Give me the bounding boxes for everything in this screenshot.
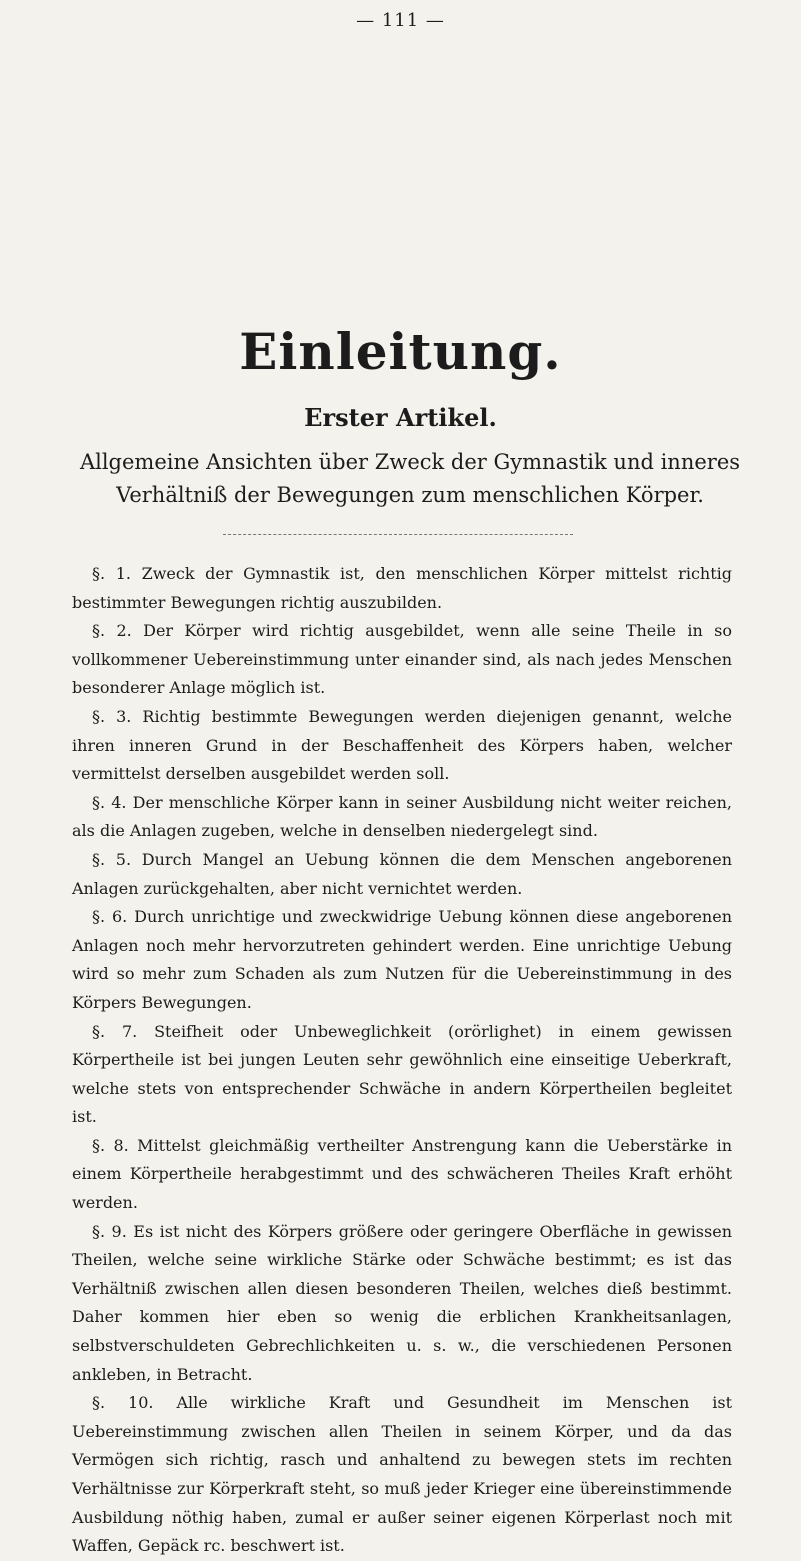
paragraph-2: §. 2. Der Körper wird richtig ausgebildet, wenn alle seine Theile in so vollkommener Uebereinstimmung unter einander sind, als nach jedes Menschen besonderer Anlage möglich ist. xyxy=(72,621,732,698)
paragraph-10: §. 10. Alle wirkliche Kraft und Gesundheit im Menschen ist Uebereinstimmung zwischen allen Theilen in seinem Körper, und da das Vermögen sich richtig, rasch und anhaltend zu bewegen stets im rechten Verhältnisse zur Körperkraft steht, so muß jeder Krieger eine übereinstimmende Ausbildung nöthig haben, zumal er außer seiner eigenen Körperlast noch mit Waffen, Gepäck rc. beschwert ist. xyxy=(72,1393,732,1556)
section-title: Allgemeine Ansichten über Zweck der Gymnastik und inneres Verhältniß der Bewegungen zum menschlichen Körper. xyxy=(79,450,741,507)
paragraph-9: §. 9. Es ist nicht des Körpers größere oder geringere Oberfläche in gewissen Theilen, welche seine wirkliche Stärke oder Schwäche bestimmt; es ist das Verhältniß zwischen allen diesen besonderen Theilen, welches dieß bestimmt. Daher kommen hier eben so wenig die erblichen Krankheitsanlagen, selbstverschuldeten Gebrechlichkeiten u. s. w., die verschiedenen Personen ankleben, in Betracht. xyxy=(72,1221,732,1384)
chapter-heading: Einleitung. xyxy=(239,322,562,381)
page-number: — 111 — xyxy=(356,10,445,31)
separator-rule xyxy=(223,534,573,535)
paragraph-5: §. 5. Durch Mangel an Uebung können die dem Menschen angeborenen Anlagen zurückgehalten, aber nicht vernichtet werden. xyxy=(72,849,732,898)
article-heading: Erster Artikel. xyxy=(304,403,497,432)
paragraph-6: §. 6. Durch unrichtige und zweckwidrige Uebung können diese angeborenen Anlagen noch mehr hervorzutreten gehindert werden. Eine unrichtige Uebung wird so mehr zum Schaden als zum Nutzen für die Uebereinstimmung in des Körpers Bewegungen. xyxy=(72,907,732,1012)
paragraph-4: §. 4. Der menschliche Körper kann in seiner Ausbildung nicht weiter reichen, als die Anlagen zugeben, welche in denselben niedergelegt sind. xyxy=(72,792,732,841)
paragraph-7: §. 7. Steifheit oder Unbeweglichkeit (orörlighet) in einem gewissen Körpertheile ist bei jungen Leuten sehr gewöhnlich eine einseitige Ueberkraft, welche stets von entsprechender Schwäche in andern Körpertheilen begleitet ist. xyxy=(72,1021,732,1127)
body-text xyxy=(72,560,732,1561)
paragraph-1: §. 1. Zweck der Gymnastik ist, den menschlichen Körper mittelst richtig bestimmter Bewegungen richtig auszubilden. xyxy=(72,564,732,612)
paragraph-3: §. 3. Richtig bestimmte Bewegungen werden diejenigen genannt, welche ihren inneren Grund in der Beschaffenheit des Körpers haben, welcher vermittelst derselben ausgebildet werden soll. xyxy=(72,706,732,784)
paragraph-8: §. 8. Mittelst gleichmäßig vertheilter Anstrengung kann die Ueberstärke in einem Körpertheile herabgestimmt und des schwächeren Theiles Kraft erhöht werden. xyxy=(72,1135,732,1213)
